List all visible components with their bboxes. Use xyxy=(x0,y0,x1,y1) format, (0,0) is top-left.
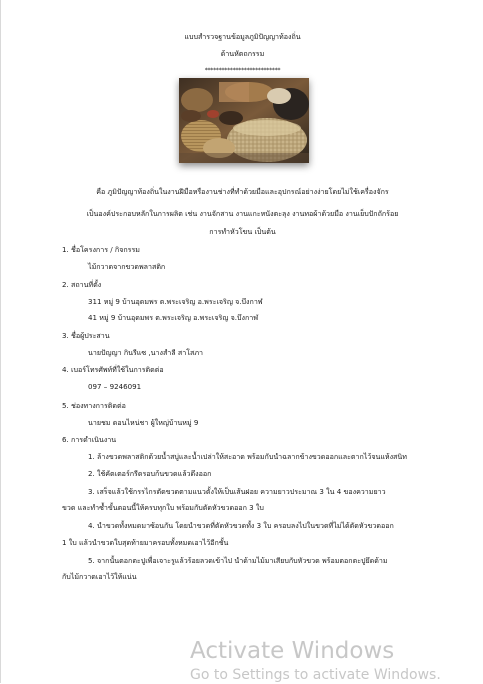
activation-watermark-title: Activate Windows xyxy=(190,638,395,664)
section-2-value-1: 311 หมู่ 9 บ้านอุดมพร ต.พระเจริญ อ.พระเจริญ จ.บึงกาฬ xyxy=(88,297,263,306)
step-5-line-1: 5. จากนั้นตอกตะปูเพื่อเจาะรูแล้วร้อยลวดเข้าไป นำด้ามไม้มาเสียบกับหัวขวด พร้อมตอกตะปูยึดด้าม xyxy=(88,556,388,565)
section-3-heading: 3. ชื่อผู้ประสาน xyxy=(62,331,110,340)
section-4-value: 097 – 9246091 xyxy=(88,382,142,391)
step-3-line-1: 3. เสร็จแล้วใช้กรรไกรตัดขวดตามแนวตั้งให้เป็นเส้นฝอย ความยาวประมาณ 3 ใน 4 ของความยาว xyxy=(88,487,386,496)
document-subtitle: ด้านหัตถกรรม xyxy=(220,49,265,58)
step-4-line-2: 1 ใบ แล้วนำขวดใบสุดท้ายมาครอบทั้งหมดเอาไว้อีกชั้น xyxy=(62,538,229,547)
section-1-heading: 1. ชื่อโครงการ / กิจกรรม xyxy=(62,245,140,254)
section-3-value: นายปัญญา กินรีแซ ,นางสำลี สาโสภา xyxy=(88,348,203,357)
document-title: แบบสำรวจฐานข้อมูลภูมิปัญญาท้องถิ่น xyxy=(184,32,301,41)
section-2-value-2: 41 หมู่ 9 บ้านอุดมพร ต.พระเจริญ อ.พระเจริญ จ.บึงกาฬ xyxy=(88,313,259,322)
intro-line-3: การทำหัวโขน เป็นต้น xyxy=(209,227,276,236)
handicraft-baskets-photo xyxy=(179,78,309,163)
activation-watermark-hint: Go to Settings to activate Windows. xyxy=(190,667,441,683)
step-4-line-1: 4. นำขวดทั้งหมดมาซ้อนกัน โดยนำขวดที่ตัดหัวขวดทั้ง 3 ใบ ครอบลงไปในขวดที่ไม่ได้ตัดหัวขวดออก xyxy=(88,521,394,530)
section-5-heading: 5. ช่องทางการติดต่อ xyxy=(62,401,126,410)
step-3-line-2: ขวด และทำซ้ำขั้นตอนนี้ให้ครบทุกใบ พร้อมกับตัดหัวขวดออก 3 ใบ xyxy=(62,503,264,512)
title-divider: *************************** xyxy=(204,67,281,74)
section-6-heading: 6. การดำเนินงาน xyxy=(62,435,117,444)
section-2-heading: 2. สถานที่ตั้ง xyxy=(62,280,102,289)
section-1-value: ไม้กวาดจากขวดพลาสติก xyxy=(88,262,166,271)
step-1: 1. ล้างขวดพลาสติกด้วยน้ำสบู่และน้ำเปล่าให้สะอาด พร้อมกับนำฉลากข้างขวดออกและตากไว้จนแห้งสนิท xyxy=(88,452,407,461)
section-5-value: นายชม ดอนไหน่ชา ผู้ใหญ่บ้านหมู่ 9 xyxy=(88,418,199,427)
intro-line-2: เป็นองค์ประกอบหลักในการผลิต เช่น งานจักสาน งานแกะหนังตะลุง งานทอผ้าด้วยมือ งานเย็บปักถักร้อย xyxy=(86,209,399,218)
section-4-heading: 4. เบอร์โทรศัพท์ที่ใช้ในการติดต่อ xyxy=(62,365,164,374)
step-5-line-2: กับไม้กวาดเอาไว้ให้แน่น xyxy=(62,572,137,581)
step-2: 2. ใช้คัตเตอร์กรีดรอบก้นขวดแล้วดึงออก xyxy=(88,469,212,478)
intro-line-1: คือ ภูมิปัญญาท้องถิ่นในงานฝีมือหรืองานช่างที่ทำด้วยมือและอุปกรณ์อย่างง่ายโดยไม่ใช้เครื่องจักร xyxy=(96,187,389,196)
